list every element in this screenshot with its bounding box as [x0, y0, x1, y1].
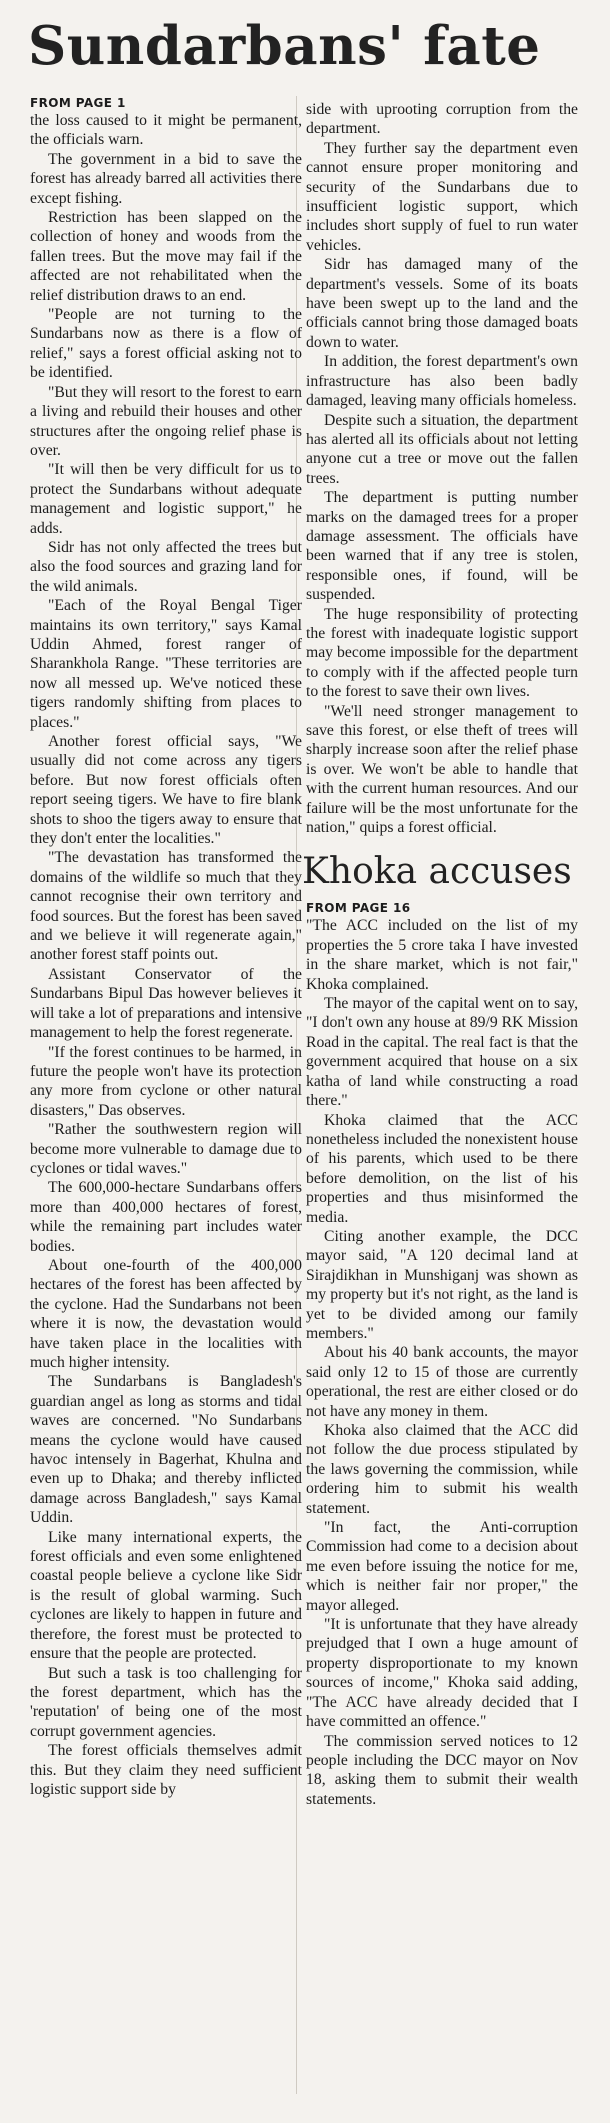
paragraph: "Rather the southwestern region will become more vulnerable to damage due to cyclones or tidal waves." [30, 1121, 302, 1177]
paragraph: The commission served notices to 12 people including the DCC mayor on Nov 18, asking them to submit their wealth statements. [306, 1732, 578, 1808]
paragraph: The mayor of the capital went on to say, "I don't own any house at 89/9 RK Mission Road in the capital. The real fact is that the government acquired that house on a six katha of land while constructing a road there." [306, 995, 578, 1110]
headline-sundarbans: Sundarbans' fate [28, 15, 541, 77]
paragraph: About his 40 bank accounts, the mayor said only 12 to 15 of those are currently operational, the rest are either closed or do not have any money in them. [306, 1344, 578, 1420]
paragraph: "In fact, the Anti-corruption Commission had come to a decision about me even before issuing the notice for me, which is neither fair nor proper," the mayor alleged. [306, 1519, 578, 1614]
paragraph: The government in a bid to save the forest has already barred all activities there except fishing. [30, 150, 302, 207]
column-right [302, 100, 578, 1809]
paragraph: Sidr has damaged many of the department's vessels. Some of its boats have been swept up to the land and the officials cannot bring those damaged boats down to water. [306, 256, 578, 351]
paragraph: "But they will resort to the forest to earn a living and rebuild their houses and other structures after the ongoing relief phase is over. [30, 383, 302, 459]
paragraph: About one-fourth of the 400,000 hectares of the forest has been affected by the cyclone. Had the Sundarbans not been where it is now, the devastation would have taken place in the localities with much higher intensity. [30, 1256, 302, 1371]
paragraph: Assistant Conservator of the Sundarbans Bipul Das however believes it will take a lot of preparations and intensive management to help the forest regenerate. [30, 965, 302, 1042]
paragraph: In addition, the forest department's own infrastructure has also been badly damaged, leaving many officials homeless. [306, 353, 578, 410]
paragraph: But such a task is too challenging for the forest department, which has the 'reputation' of being one of the most corrupt government agencies. [30, 1664, 302, 1740]
paragraph: Another forest official says, "We usually did not come across any tigers before. But now forest officials often report seeing tigers. We have to fire blank shots to shoo the tigers away to ensure that they don't enter the localities." [30, 733, 302, 848]
paragraph: side with uprooting corruption from the department. [306, 101, 578, 138]
paragraph: "If the forest continues to be harmed, in future the people won't have its protection any more from cyclone or other natural disasters," Das observes. [30, 1043, 302, 1119]
paragraph: Restriction has been slapped on the collection of honey and woods from the fallen trees. But the move may fail if the affected are not rehabilitated when the relief distribution draws to an end. [30, 209, 302, 304]
paragraph: Citing another example, the DCC mayor said, "A 120 decimal land at Sirajdikhan in Munshiganj was shown as my property but it's not right, as the land is yet to be divided among our family members." [306, 1227, 578, 1342]
paragraph: The forest officials themselves admit this. But they claim they need sufficient logistic support side by [30, 1742, 302, 1798]
paragraph: "Each of the Royal Bengal Tiger maintains its own territory," says Kamal Uddin Ahmed, forest ranger of Sharankhola Range. "These territories are now all messed up. We've noticed these tigers randomly shifting from places to places." [30, 597, 302, 731]
source-tag-sundarbans: FROM PAGE 1 [30, 96, 126, 110]
paragraph: "It is unfortunate that they have already prejudged that I own a huge amount of property disproportionate to my known sources of income," Khoka said adding, "The ACC have already decided that I have committed an offence." [306, 1616, 578, 1731]
paragraph: The 600,000-hectare Sundarbans offers more than 400,000 hectares of forest, while the remaining part includes water bodies. [30, 1179, 302, 1255]
paragraph: the loss caused to it might be permanent, the officials warn. [30, 112, 302, 149]
headline-khoka-accuses: Khoka accuses [302, 851, 572, 893]
paragraph: "The devastation has transformed the domains of the wildlife so much that they cannot recognise their own territory and food sources. But the forest has been saved and we believe it will regenerate again," another forest staff points out. [30, 849, 302, 964]
paragraph: Khoka also claimed that the ACC did not follow the due process stipulated by the laws governing the commission, while ordering him to submit his wealth statement. [306, 1422, 578, 1517]
paragraph: Like many international experts, the forest officials and even some enlightened coastal people believe a cyclone like Sidr is the result of global warming. Such cyclones are likely to happen in future and therefore, the forest must be protected to ensure that the people are protected. [30, 1528, 302, 1663]
paragraph: The huge responsibility of protecting the forest with inadequate logistic support may become impossible for the department to comply with if the affected people turn to the forest to save their own lives. [306, 605, 578, 701]
paragraph: The department is putting number marks on the damaged trees for a proper damage assessment. The officials have been warned that if any tree is stolen, responsible ones, if found, will be suspended. [306, 489, 578, 604]
paragraph: Khoka claimed that the ACC nonetheless included the nonexistent house of his parents, which used to be there before demolition, on the list of his properties and thus misinformed the media. [306, 1111, 578, 1226]
paragraph: "The ACC included on the list of my properties the 5 crore taka I have invested in the share market, which is not fair," Khoka complained. [306, 917, 578, 993]
column-left [30, 96, 302, 1799]
paragraph: The Sundarbans is Bangladesh's guardian angel as long as storms and tidal waves are concerned. "No Sundarbans means the cyclone would have caused havoc intensely in Bagerhat, Khulna and even up to Dhaka; and thereby inflicted damage across Bangladesh," says Kamal Uddin. [30, 1373, 302, 1527]
source-tag-khoka: FROM PAGE 16 [306, 901, 411, 916]
paragraph: "It will then be very difficult for us to protect the Sundarbans without adequate management and logistic support," he adds. [30, 461, 302, 537]
paragraph: "People are not turning to the Sundarbans now as there is a flow of relief," says a forest official asking not to be identified. [30, 306, 302, 382]
paragraph: They further say the department even cannot ensure proper monitoring and security of the Sundarbans due to insufficient logistic support, which includes short supply of fuel to run water vehicles. [306, 139, 578, 254]
paragraph: Despite such a situation, the department has alerted all its officials about not letting anyone cut a tree or move out the fallen trees. [306, 411, 578, 487]
paragraph: "We'll need stronger management to save this forest, or else theft of trees will sharply increase soon after the relief phase is over. We won't be able to handle that with the current human resources. And our failure will be the most unfortunate for the nation," quips a forest official. [306, 702, 578, 837]
paragraph: Sidr has not only affected the trees but also the food sources and grazing land for the wild animals. [30, 538, 302, 595]
